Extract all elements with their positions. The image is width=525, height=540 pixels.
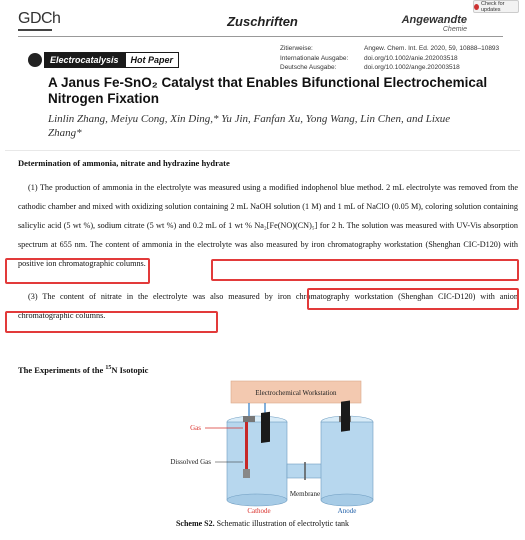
citation-block (280, 44, 499, 73)
updates-icon (474, 4, 479, 10)
section-heading-determination: Determination of ammonia, nitrate and hydrazine hydrate (18, 158, 230, 168)
gas-inlet-tube (245, 422, 248, 472)
citation-label: Deutsche Ausgabe: (280, 64, 337, 71)
dissolved-gas-label: Dissolved Gas (170, 458, 211, 466)
article-title: A Janus Fe-SnO₂ Catalyst that Enables Bifunctional Electrochemical Nitrogen Fixation (48, 75, 488, 106)
cathode-stopper (243, 416, 255, 422)
citation-label: Internationale Ausgabe: (280, 54, 349, 62)
cathode-cell (227, 422, 287, 500)
citation-value[interactable]: Angew. Chem. Int. Ed. 2020, 59, 10888–10893 (364, 45, 500, 52)
article-badge (28, 52, 179, 68)
gdch-logo-underline (18, 29, 52, 31)
hot-paper-label: Hot Paper (125, 52, 180, 68)
highlight-box (211, 259, 519, 281)
journal-logo-sub: Chemie (442, 26, 467, 33)
membrane-label: Membrane (289, 490, 321, 498)
highlight-box (5, 258, 150, 284)
header-divider (18, 36, 503, 37)
scheme-caption-number: Scheme S2. (175, 519, 215, 528)
section-heading-isotopic (18, 365, 148, 375)
citation-row (280, 63, 499, 73)
paragraph-nitrate-text: (3) The content of nitrate in the electrolyte was also measured by iron chromatography workstation (Shenghan CIC-D120) with anion chromatographic columns. (18, 292, 518, 320)
anode-cell-bottom (321, 494, 373, 506)
check-for-updates-button[interactable] (473, 0, 519, 13)
citation-doi-link[interactable]: doi.org/10.1002/anie.202003518 (364, 54, 458, 62)
journal-logo: Angewandte (401, 14, 467, 26)
cathode-label: Cathode (247, 507, 271, 515)
isotopic-heading-prefix: The Experiments of the (18, 365, 106, 375)
cathode-electrode (261, 412, 270, 443)
anode-label: Anode (337, 507, 357, 515)
scheme-caption (5, 519, 520, 528)
journal-section: Zuschriften (227, 14, 298, 29)
scheme-caption-text: Schematic illustration of electrolytic tank (214, 519, 350, 528)
electrolytic-tank-scheme (5, 376, 520, 516)
citation-label: Zitierweise: (280, 45, 313, 52)
highlight-box (307, 288, 519, 310)
category-label: Electrocatalysis (44, 52, 125, 68)
supporting-info-panel (5, 150, 520, 540)
cathode-bubbler (243, 469, 250, 478)
citation-row (280, 44, 499, 54)
paragraph-ammonia-text: (1) The production of ammonia in the electrolyte was measured using a modified indophenol blue method. 2 mL electrolyte was removed from the cathodic chamber and mixed with oxidizing solution containing 2 mL NaOH solution (1 M) and 1 mL of NaClO (0.05 M), coloring solution containing salicylic acid (5 wt %), sodium citrate (5 wt %) and 0.2 mL of 1 wt % Na₂[Fe(NO)(CN)₅] for 2 h. The solution was measured with UV-Vis absorption spectrum at 655 nm. The content of ammonia in the electrolyte was also measured by iron chromatography workstation (Shenghan CIC-D120) with positive ion chromatographic columns. (18, 183, 518, 268)
article-header (0, 0, 525, 150)
check-for-updates-label: Check for updates (480, 0, 505, 13)
cathode-cell-bottom (227, 494, 287, 506)
gas-label: Gas (190, 424, 201, 432)
highlight-box (5, 311, 218, 333)
workstation-label: Electrochemical Workstation (255, 389, 337, 397)
author-list: Linlin Zhang, Meiyu Cong, Xin Ding,* Yu Jin, Fanfan Xu, Yong Wang, Lin Chen, and Lixue Zhang* (48, 113, 451, 139)
citation-row (280, 54, 499, 64)
category-icon (28, 53, 42, 67)
citation-doi-link[interactable]: doi.org/10.1002/ange.202003518 (364, 64, 460, 71)
anode-electrode (341, 401, 350, 432)
anode-cell (321, 422, 373, 500)
gdch-logo: GDCh (18, 10, 61, 27)
isotopic-heading-suffix: N Isotopic (111, 365, 149, 375)
isotope-mass: 15 (105, 365, 112, 372)
